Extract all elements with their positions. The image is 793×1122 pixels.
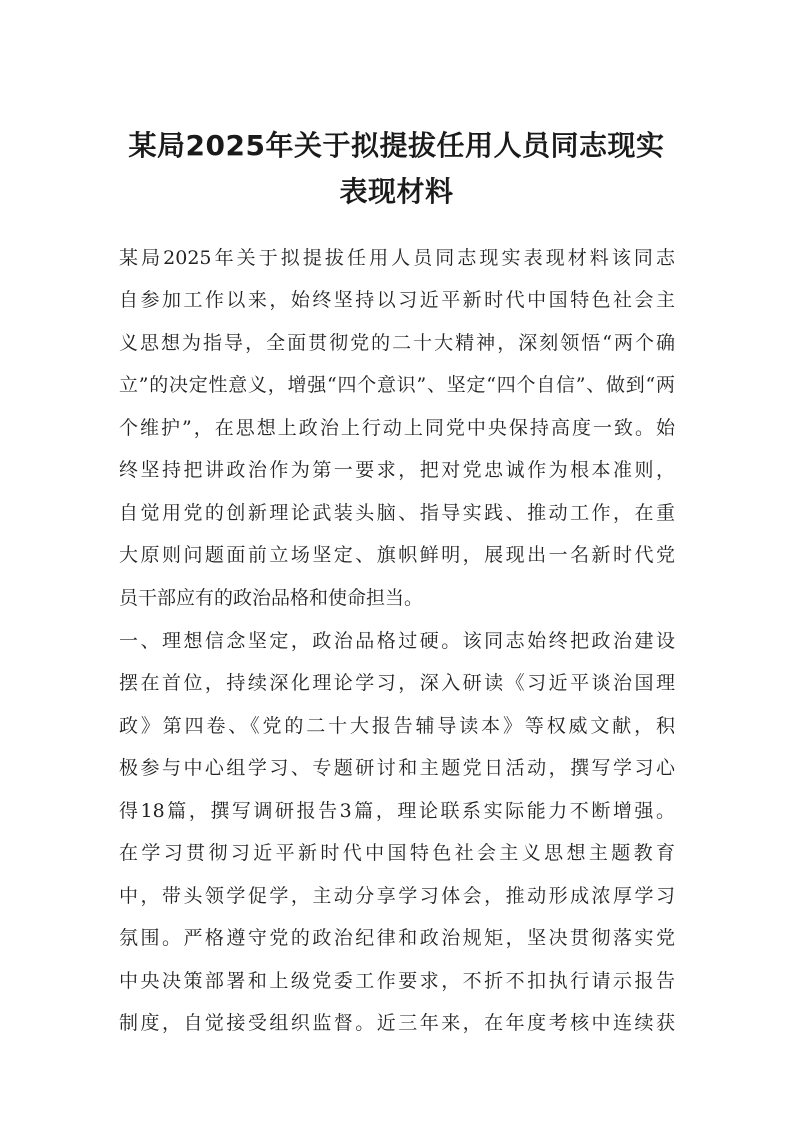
- body-line: 自参加工作以来，始终坚持以习近平新时代中国特色社会主: [119, 289, 675, 311]
- body-line: 中央决策部署和上级党委工作要求，不折不扣执行请示报告: [119, 970, 675, 992]
- body-line: 某局2025年关于拟提拔任用人员同志现实表现材料该同志: [119, 247, 675, 269]
- document-title-line-1: 某局2025年关于拟提拔任用人员同志现实: [128, 129, 665, 162]
- body-line: 极参与中心组学习、专题研讨和主题党日活动，撰写学习心: [119, 757, 675, 779]
- document-body: [119, 240, 675, 1060]
- body-line: 员干部应有的政治品格和使命担当。: [119, 587, 424, 609]
- body-line: 制度，自觉接受组织监督。近三年来，在年度考核中连续获: [119, 1012, 675, 1034]
- body-line: 义思想为指导，全面贯彻党的二十大精神，深刻领悟“两个确: [119, 332, 675, 354]
- document-title-line-2: 表现材料: [339, 175, 454, 208]
- body-line: 自觉用党的创新理论武装头脑、指导实践、推动工作，在重: [119, 502, 675, 524]
- body-line: 政》第四卷、《党的二十大报告辅导读本》等权威文献，积: [119, 715, 675, 737]
- body-line: 中，带头领学促学，主动分享学习体会，推动形成浓厚学习: [119, 885, 675, 907]
- body-line: 一、理想信念坚定，政治品格过硬。该同志始终把政治建设: [119, 630, 675, 652]
- body-line: 大原则问题面前立场坚定、旗帜鲜明，展现出一名新时代党: [119, 544, 675, 566]
- body-line: 在学习贯彻习近平新时代中国特色社会主义思想主题教育: [119, 842, 675, 864]
- body-line: 摆在首位，持续深化理论学习，深入研读《习近平谈治国理: [119, 672, 675, 694]
- body-line: 个维护”，在思想上政治上行动上同党中央保持高度一致。始: [119, 417, 675, 439]
- body-line: 立”的决定性意义，增强“四个意识”、坚定“四个自信”、做到“两: [119, 374, 675, 396]
- body-line: 得18篇，撰写调研报告3篇，理论联系实际能力不断增强。: [119, 800, 675, 822]
- body-line: 终坚持把讲政治作为第一要求，把对党忠诚作为根本准则，: [119, 459, 675, 481]
- body-line: 氛围。严格遵守党的政治纪律和政治规矩，坚决贯彻落实党: [119, 927, 675, 949]
